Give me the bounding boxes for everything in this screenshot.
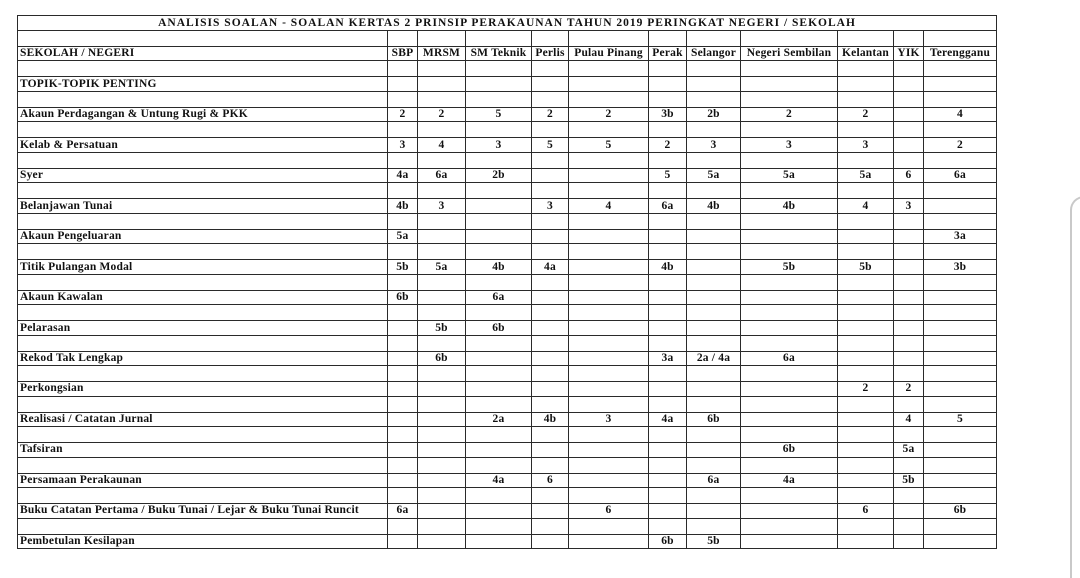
question-cell (466, 443, 532, 458)
column-header: Perlis (532, 46, 569, 61)
table-row (18, 290, 997, 305)
question-cell (838, 534, 894, 549)
question-cell: 5a (418, 260, 466, 275)
question-cell: 5a (687, 168, 741, 183)
question-cell (532, 168, 569, 183)
topic-name: Tafsiran (18, 443, 388, 458)
question-cell (924, 321, 997, 336)
question-cell: 2 (569, 107, 649, 122)
question-cell (687, 382, 741, 397)
question-cell: 2 (894, 382, 924, 397)
question-cell (466, 199, 532, 214)
spacer-row (18, 488, 997, 504)
question-cell (924, 290, 997, 305)
table-row (18, 260, 997, 275)
question-cell: 4a (466, 473, 532, 488)
spacer-row (18, 152, 997, 168)
table-row (18, 412, 997, 427)
question-cell (418, 290, 466, 305)
question-cell (569, 290, 649, 305)
spacer-row (18, 305, 997, 321)
question-cell (569, 473, 649, 488)
question-cell (532, 290, 569, 305)
question-cell: 5 (569, 138, 649, 153)
question-cell: 4a (388, 168, 418, 183)
question-cell: 5a (838, 168, 894, 183)
question-cell: 4b (649, 260, 687, 275)
question-cell (466, 382, 532, 397)
question-cell (894, 321, 924, 336)
question-cell: 4 (838, 199, 894, 214)
question-cell (894, 260, 924, 275)
column-header: Perak (649, 46, 687, 61)
question-cell (532, 229, 569, 244)
question-cell (649, 443, 687, 458)
question-cell: 6 (532, 473, 569, 488)
question-cell: 2 (532, 107, 569, 122)
table-row (18, 199, 997, 214)
question-cell: 5b (388, 260, 418, 275)
question-cell: 5 (466, 107, 532, 122)
question-cell (388, 382, 418, 397)
question-cell: 3 (894, 199, 924, 214)
question-cell: 3a (924, 229, 997, 244)
question-cell: 2 (649, 138, 687, 153)
topic-name: Titik Pulangan Modal (18, 260, 388, 275)
question-cell: 6b (388, 290, 418, 305)
question-cell: 4b (741, 199, 838, 214)
topic-name: Rekod Tak Lengkap (18, 351, 388, 366)
table-row (18, 229, 997, 244)
table-row (18, 168, 997, 183)
question-cell: 5 (649, 168, 687, 183)
table-row (18, 504, 997, 519)
topic-name: Pelarasan (18, 321, 388, 336)
question-cell: 6a (924, 168, 997, 183)
question-cell (649, 473, 687, 488)
topic-name: Syer (18, 168, 388, 183)
question-cell (687, 260, 741, 275)
question-cell (924, 382, 997, 397)
question-cell: 6a (741, 351, 838, 366)
spacer-row (18, 31, 997, 47)
column-header: YIK (894, 46, 924, 61)
topic-name: Belanjawan Tunai (18, 199, 388, 214)
question-cell (649, 504, 687, 519)
question-cell: 3 (838, 138, 894, 153)
question-cell: 3 (687, 138, 741, 153)
question-cell: 3 (569, 412, 649, 427)
question-cell: 5b (418, 321, 466, 336)
question-cell (838, 351, 894, 366)
question-cell: 3b (924, 260, 997, 275)
question-cell (924, 443, 997, 458)
question-cell (838, 229, 894, 244)
question-cell: 4a (741, 473, 838, 488)
question-cell: 6 (894, 168, 924, 183)
question-cell: 2 (388, 107, 418, 122)
question-cell (466, 351, 532, 366)
question-cell (687, 504, 741, 519)
question-cell (418, 443, 466, 458)
question-cell: 4 (418, 138, 466, 153)
question-cell: 2 (418, 107, 466, 122)
column-header: SBP (388, 46, 418, 61)
column-header: Pulau Pinang (569, 46, 649, 61)
question-cell (418, 412, 466, 427)
table-row (18, 382, 997, 397)
question-cell (894, 351, 924, 366)
question-cell: 4b (388, 199, 418, 214)
table-row (18, 473, 997, 488)
question-cell (894, 504, 924, 519)
question-cell: 2 (741, 107, 838, 122)
question-cell: 5b (741, 260, 838, 275)
sheet-title: ANALISIS SOALAN - SOALAN KERTAS 2 PRINSIP PERAKAUNAN TAHUN 2019 PERINGKAT NEGERI / SEKOLAH (18, 16, 997, 31)
question-cell (924, 534, 997, 549)
question-cell: 6a (649, 199, 687, 214)
question-cell: 5b (894, 473, 924, 488)
question-cell (418, 504, 466, 519)
question-cell: 4 (894, 412, 924, 427)
question-cell (532, 534, 569, 549)
question-cell (418, 382, 466, 397)
question-cell (532, 443, 569, 458)
section-row (18, 77, 997, 92)
question-cell (894, 534, 924, 549)
question-cell (388, 443, 418, 458)
question-cell (741, 412, 838, 427)
spacer-row (18, 274, 997, 290)
question-cell: 4 (569, 199, 649, 214)
table-body (18, 16, 997, 549)
question-cell: 5b (838, 260, 894, 275)
question-cell: 5a (388, 229, 418, 244)
question-cell (466, 229, 532, 244)
question-cell: 3 (418, 199, 466, 214)
spacer-row (18, 518, 997, 534)
question-cell: 6b (418, 351, 466, 366)
question-cell (924, 351, 997, 366)
topic-name: Perkongsian (18, 382, 388, 397)
question-cell: 3 (532, 199, 569, 214)
question-cell (466, 534, 532, 549)
question-cell (388, 473, 418, 488)
question-cell: 6a (418, 168, 466, 183)
question-cell (569, 229, 649, 244)
question-cell: 2b (466, 168, 532, 183)
question-cell (741, 290, 838, 305)
question-cell: 5b (687, 534, 741, 549)
question-cell: 5 (924, 412, 997, 427)
question-cell: 6 (569, 504, 649, 519)
section-label: TOPIK-TOPIK PENTING (18, 77, 388, 92)
column-header: Kelantan (838, 46, 894, 61)
column-header: Terengganu (924, 46, 997, 61)
topic-name: Akaun Pengeluaran (18, 229, 388, 244)
spacer-row (18, 213, 997, 229)
question-cell: 3 (466, 138, 532, 153)
question-cell: 5a (894, 443, 924, 458)
spacer-row (18, 183, 997, 199)
question-cell: 6b (466, 321, 532, 336)
question-cell (838, 412, 894, 427)
topic-name: Akaun Kawalan (18, 290, 388, 305)
question-cell (532, 321, 569, 336)
question-cell (838, 443, 894, 458)
table-row (18, 321, 997, 336)
question-cell: 5a (741, 168, 838, 183)
question-cell (894, 290, 924, 305)
question-cell: 6b (649, 534, 687, 549)
question-cell: 4b (532, 412, 569, 427)
question-cell: 2 (838, 382, 894, 397)
question-cell (649, 290, 687, 305)
table-row (18, 351, 997, 366)
question-cell (388, 321, 418, 336)
question-cell: 3a (649, 351, 687, 366)
question-cell: 2a / 4a (687, 351, 741, 366)
question-cell: 6b (741, 443, 838, 458)
question-cell (569, 443, 649, 458)
question-cell (741, 382, 838, 397)
spacer-row (18, 91, 997, 107)
question-cell (388, 412, 418, 427)
spacer-row (18, 457, 997, 473)
question-cell: 3 (388, 138, 418, 153)
question-cell: 3b (649, 107, 687, 122)
question-cell (687, 443, 741, 458)
side-panel-edge (1070, 196, 1080, 578)
header-label: SEKOLAH / NEGERI (18, 46, 388, 61)
topic-name: Pembetulan Kesilapan (18, 534, 388, 549)
question-cell (838, 290, 894, 305)
question-cell: 6 (838, 504, 894, 519)
column-header: SM Teknik (466, 46, 532, 61)
question-cell: 2b (687, 107, 741, 122)
spacer-row (18, 427, 997, 443)
question-cell (569, 260, 649, 275)
spacer-row (18, 244, 997, 260)
question-cell: 6a (388, 504, 418, 519)
question-cell (894, 229, 924, 244)
question-cell: 3 (741, 138, 838, 153)
question-cell (649, 321, 687, 336)
topic-name: Persamaan Perakaunan (18, 473, 388, 488)
question-cell: 2 (924, 138, 997, 153)
column-header: Selangor (687, 46, 741, 61)
question-cell (741, 504, 838, 519)
table-row (18, 138, 997, 153)
question-cell: 4 (924, 107, 997, 122)
question-cell (741, 534, 838, 549)
analysis-table (17, 15, 997, 549)
title-row (18, 16, 997, 31)
question-cell (532, 351, 569, 366)
question-cell (388, 351, 418, 366)
header-row (18, 46, 997, 61)
question-cell (894, 107, 924, 122)
question-cell (569, 382, 649, 397)
table-row (18, 534, 997, 549)
table-row (18, 107, 997, 122)
column-header: MRSM (418, 46, 466, 61)
question-cell: 4a (649, 412, 687, 427)
question-cell (466, 504, 532, 519)
question-cell (532, 504, 569, 519)
question-cell (741, 321, 838, 336)
spacer-row (18, 396, 997, 412)
question-cell (838, 473, 894, 488)
question-cell (894, 138, 924, 153)
question-cell: 5 (532, 138, 569, 153)
question-cell (569, 351, 649, 366)
spacer-row (18, 61, 997, 77)
question-cell (687, 229, 741, 244)
question-cell (649, 229, 687, 244)
topic-name: Realisasi / Catatan Jurnal (18, 412, 388, 427)
spacer-row (18, 366, 997, 382)
question-cell (532, 382, 569, 397)
question-cell (418, 229, 466, 244)
question-cell (687, 321, 741, 336)
question-cell: 6a (687, 473, 741, 488)
question-cell (924, 199, 997, 214)
question-cell: 2 (838, 107, 894, 122)
question-cell (924, 473, 997, 488)
topic-name: Buku Catatan Pertama / Buku Tunai / Lejar & Buku Tunai Runcit (18, 504, 388, 519)
table-row (18, 443, 997, 458)
question-cell: 6b (924, 504, 997, 519)
topic-name: Akaun Perdagangan & Untung Rugi & PKK (18, 107, 388, 122)
question-cell (388, 534, 418, 549)
question-cell (569, 321, 649, 336)
spacer-row (18, 335, 997, 351)
topic-name: Kelab & Persatuan (18, 138, 388, 153)
question-cell: 4b (466, 260, 532, 275)
question-cell: 4a (532, 260, 569, 275)
spacer-row (18, 122, 997, 138)
question-cell: 6a (466, 290, 532, 305)
question-cell: 4b (687, 199, 741, 214)
question-cell (741, 229, 838, 244)
question-cell (569, 534, 649, 549)
question-cell (418, 534, 466, 549)
question-cell (687, 290, 741, 305)
question-cell: 6b (687, 412, 741, 427)
column-header: Negeri Sembilan (741, 46, 838, 61)
question-cell (838, 321, 894, 336)
question-cell (649, 382, 687, 397)
question-cell (569, 168, 649, 183)
question-cell: 2a (466, 412, 532, 427)
question-cell (418, 473, 466, 488)
